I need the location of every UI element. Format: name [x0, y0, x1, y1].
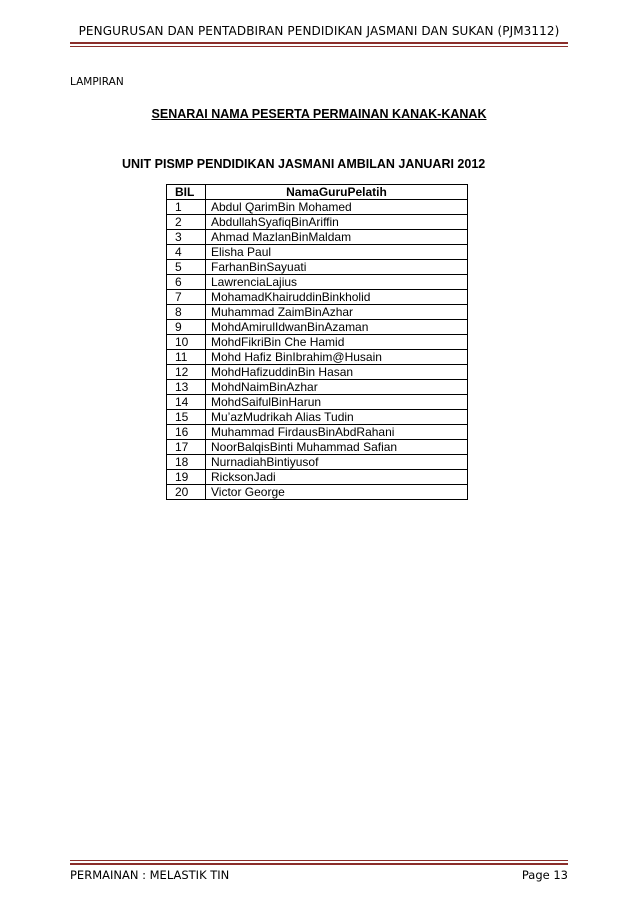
trainee-name: NoorBalqisBinti Muhammad Safian — [206, 440, 468, 455]
row-number: 4 — [167, 245, 206, 260]
header-rule-thick — [70, 42, 568, 44]
row-number: 12 — [167, 365, 206, 380]
column-header-bil: BIL — [167, 185, 206, 200]
trainee-name: Muhammad ZaimBinAzhar — [206, 305, 468, 320]
table-row — [167, 230, 468, 245]
table-row — [167, 455, 468, 470]
row-number: 10 — [167, 335, 206, 350]
trainee-name: NurnadiahBintiyusof — [206, 455, 468, 470]
trainee-name: MohdFikriBin Che Hamid — [206, 335, 468, 350]
table-row — [167, 395, 468, 410]
table-row — [167, 320, 468, 335]
document-title: SENARAI NAMA PESERTA PERMAINAN KANAK-KANAK — [151, 107, 487, 121]
row-number: 5 — [167, 260, 206, 275]
table-row — [167, 215, 468, 230]
footer-rule-thin — [70, 860, 568, 861]
row-number: 1 — [167, 200, 206, 215]
column-header-name: NamaGuruPelatih — [206, 185, 468, 200]
document-subtitle: UNIT PISMP PENDIDIKAN JASMANI AMBILAN JANUARI 2012 — [122, 157, 486, 171]
row-number: 11 — [167, 350, 206, 365]
trainee-name: Abdul QarimBin Mohamed — [206, 200, 468, 215]
trainee-name: MohdSaifulBinHarun — [206, 395, 468, 410]
row-number: 8 — [167, 305, 206, 320]
table-row — [167, 305, 468, 320]
table-row — [167, 485, 468, 500]
trainee-name: FarhanBinSayuati — [206, 260, 468, 275]
trainee-name: AbdullahSyafiqBinAriffin — [206, 215, 468, 230]
trainee-name: Ahmad MazlanBinMaldam — [206, 230, 468, 245]
page-number: Page 13 — [521, 868, 568, 882]
row-number: 13 — [167, 380, 206, 395]
table-row — [167, 410, 468, 425]
row-number: 15 — [167, 410, 206, 425]
trainee-name: MohdHafizuddinBin Hasan — [206, 365, 468, 380]
row-number: 16 — [167, 425, 206, 440]
trainee-name: Mu’azMudrikah Alias Tudin — [206, 410, 468, 425]
trainee-name: Elisha Paul — [206, 245, 468, 260]
trainee-name: Victor George — [206, 485, 468, 500]
footer-title: PERMAINAN : MELASTIK TIN — [70, 868, 230, 882]
table-row — [167, 275, 468, 290]
trainee-name: LawrenciaLajius — [206, 275, 468, 290]
table-body — [167, 200, 468, 500]
table-row — [167, 365, 468, 380]
row-number: 20 — [167, 485, 206, 500]
header-rule-thin — [70, 46, 568, 47]
footer-rule-thick — [70, 863, 568, 865]
trainee-name: MohdAmirulIdwanBinAzaman — [206, 320, 468, 335]
table-row — [167, 440, 468, 455]
table-row — [167, 470, 468, 485]
trainee-name: Mohd Hafiz BinIbrahim@Husain — [206, 350, 468, 365]
table-row — [167, 350, 468, 365]
row-number: 3 — [167, 230, 206, 245]
table-header-row — [167, 185, 468, 200]
row-number: 17 — [167, 440, 206, 455]
table-row — [167, 290, 468, 305]
row-number: 9 — [167, 320, 206, 335]
trainee-name: RicksonJadi — [206, 470, 468, 485]
section-label: LAMPIRAN — [70, 76, 124, 88]
participant-table — [166, 184, 468, 500]
row-number: 2 — [167, 215, 206, 230]
trainee-name: MohdNaimBinAzhar — [206, 380, 468, 395]
trainee-name: Muhammad FirdausBinAbdRahani — [206, 425, 468, 440]
table-row — [167, 200, 468, 215]
row-number: 14 — [167, 395, 206, 410]
row-number: 18 — [167, 455, 206, 470]
row-number: 19 — [167, 470, 206, 485]
table-row — [167, 260, 468, 275]
table-row — [167, 245, 468, 260]
running-header: PENGURUSAN DAN PENTADBIRAN PENDIDIKAN JASMANI DAN SUKAN (PJM3112) — [78, 24, 560, 38]
row-number: 6 — [167, 275, 206, 290]
table-row — [167, 335, 468, 350]
table-row — [167, 380, 468, 395]
table-row — [167, 425, 468, 440]
trainee-name: MohamadKhairuddinBinkholid — [206, 290, 468, 305]
row-number: 7 — [167, 290, 206, 305]
